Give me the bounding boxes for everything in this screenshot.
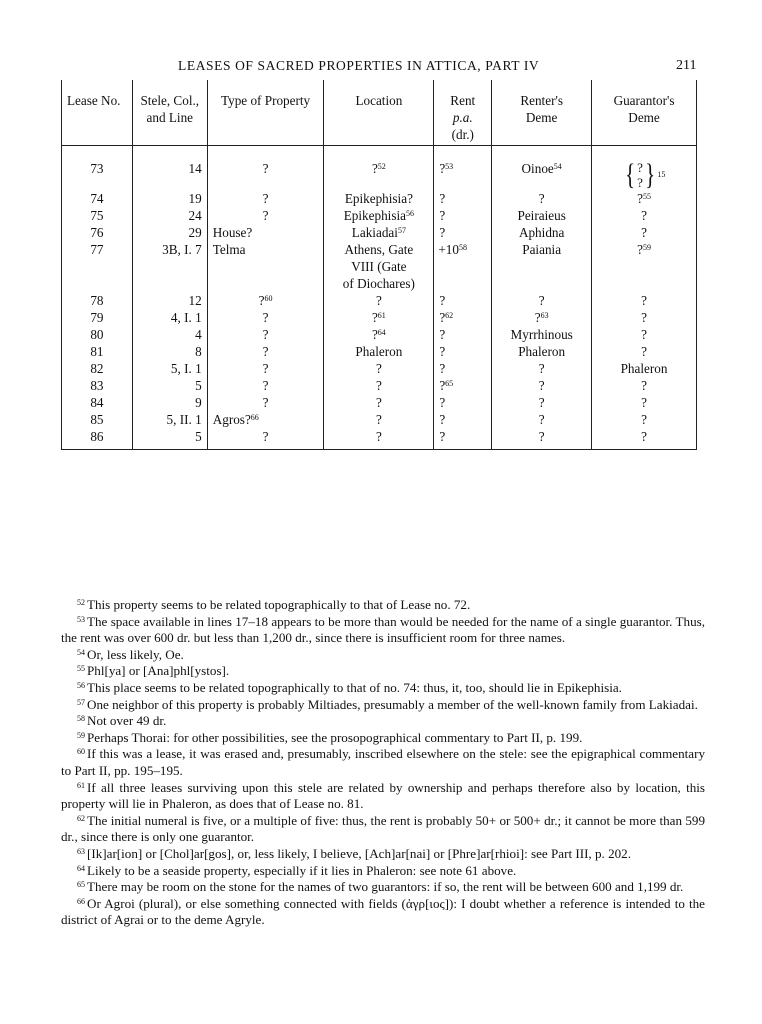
page-number: 211 — [676, 58, 697, 73]
footnote: $^{63}$ [Ik]ar[ion] or [Chol]ar[gos], or, less likely, I believe, [Ach]ar[nai] or [Phre]ar[rhioi]: see Part III, p. 202. — [77, 845, 631, 861]
running-title: LEASES OF SACRED PROPERTIES IN ATTICA, PART IV — [178, 58, 540, 73]
col-lease-no: Lease No. — [62, 80, 133, 146]
table-row: 85 5, II. 1 Agros?$^{66}$ ? ? ? ? — [62, 411, 697, 428]
col-type: Type of Property — [207, 80, 324, 146]
footnote: $^{66}$ Or Agroi (plural), or else something connected with fields (ἀγρ[ιος]): I doubt whether a reference is intended to the district of Agrai or to the deme Agryle. — [61, 895, 705, 928]
leases-table — [61, 80, 697, 450]
col-rent: Rent p.a. (dr.) — [434, 80, 492, 146]
table-row: 79 4, I. 1 ? ?$^{61}$ ?$^{62}$ ?$^{63}$ ? — [62, 309, 697, 326]
footnote: $^{54}$ Or, less likely, Oe. — [77, 646, 184, 662]
footnote: $^{53}$ The space available in lines 17–18 appears to be more than would be needed for the name of a single guarantor. Thus, the rent was over 600 dr. but less than 1,200 dr., since there is insufficient room for three names. — [61, 613, 705, 646]
table-row: 75 24 ? Epikephisia$^{56}$ ? Peiraieus ? — [62, 207, 697, 224]
table-row: 83 5 ? ? ?$^{65}$ ? ? — [62, 377, 697, 394]
footnote: $^{61}$ If all three leases surviving upon this stele are related by ownership and perhaps therefore also by location, this property will lie in Phaleron, as does that of Lease no. 81. — [61, 779, 705, 812]
page-header — [0, 58, 762, 78]
table-row: 81 8 ? Phaleron ? Phaleron ? — [62, 343, 697, 360]
footnote: $^{56}$ This place seems to be related topographically to that of no. 74: thus, it, too, should lie in Epikephisia. — [77, 679, 622, 695]
table-row: 76 29 House? Lakiadai$^{57}$ ? Aphidna ? — [62, 224, 697, 241]
table-row: 74 19 ? Epikephisia? ? ? ?$^{55}$ — [62, 190, 697, 207]
table-row: 84 9 ? ? ? ? ? — [62, 394, 697, 411]
col-renter-deme: Renter's Deme — [492, 80, 592, 146]
col-location: Location — [324, 80, 434, 146]
footnote: $^{60}$ If this was a lease, it was erased and, presumably, inscribed elsewhere on the stele: see the epigraphical commentary to Part II, pp. 195–195. — [61, 746, 705, 778]
footnote: $^{55}$ Phl[ya] or [Ana]phl[ystos]. — [77, 663, 230, 679]
footnote: $^{59}$ Perhaps Thorai: for other possibilities, see the prosopographical commentary to Part II, p. 199. — [77, 729, 583, 745]
footnote: $^{52}$ This property seems to be related topographically to that of Lease no. 72. — [77, 597, 471, 612]
table-row: 86 5 ? ? ? ? ? — [62, 428, 697, 450]
table-row: 78 12 ?$^{60}$ ? ? ? ? — [62, 292, 697, 309]
table-row: 82 5, I. 1 ? ? ? ? Phaleron — [62, 360, 697, 377]
table-row: 80 4 ? ?$^{64}$ ? Myrrhinous ? — [62, 326, 697, 343]
col-stele: Stele, Col., and Line — [132, 80, 207, 146]
footnotes — [61, 597, 705, 929]
table-row: 77 3B, I. 7 Telma Athens, Gate VIII (Gate of Diochares) $+10^{58}$ Paiania ?$^{59}$ — [62, 241, 697, 292]
footnote: $^{64}$ Likely to be a seaside property, especially if it lies in Phaleron: see note 61 above. — [77, 862, 517, 878]
footnote: $^{58}$ Not over 49 dr. — [77, 713, 167, 729]
footnote: $^{65}$ There may be room on the stone for the names of two guarantors: if so, the rent will be between 600 and 1,199 dr. — [77, 879, 684, 895]
footnote: $^{57}$ One neighbor of this property is probably Miltiades, presumably a member of the well-known family from Lakiadai. — [77, 696, 698, 712]
guarantor-brace-group: { ? ? } 15 — [624, 158, 666, 191]
col-guarantor-deme: Guarantor's Deme — [592, 80, 697, 146]
table-row: 73 14 ? ?$^{52}$ ?$^{53}$ Oinoe$^{54}$ { ? ? } 15 — [62, 146, 697, 191]
table-header-row — [62, 80, 697, 146]
footnote: $^{62}$ The initial numeral is five, or a multiple of five: thus, the rent is probably 50+ or 500+ dr.; it cannot be more than 599 dr., since there is only one guarantor. — [61, 812, 705, 845]
